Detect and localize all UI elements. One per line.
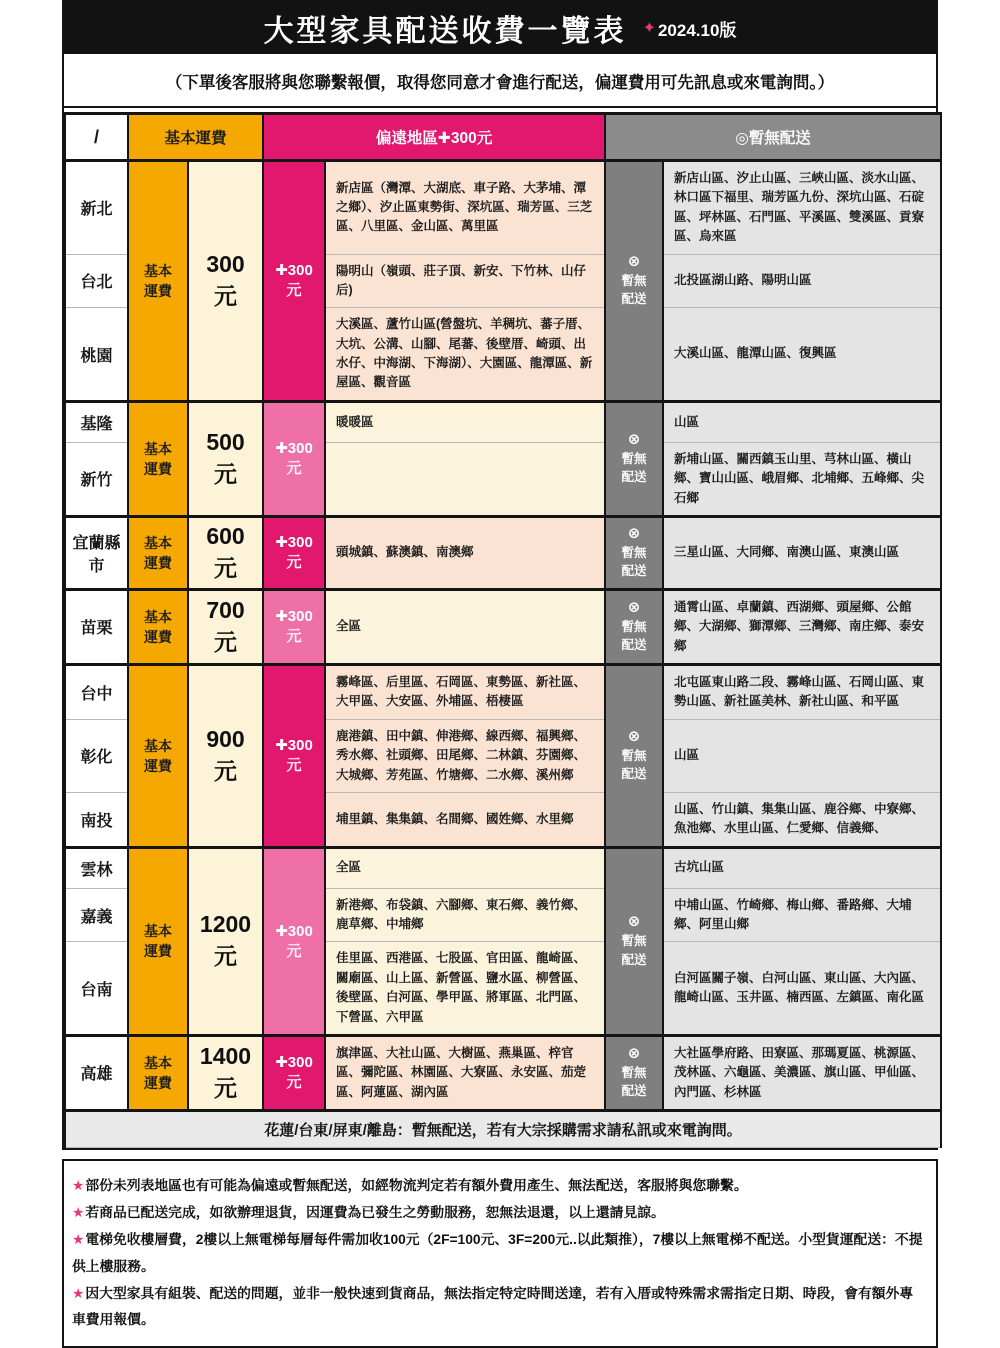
no-delivery-icon: ⊗ — [627, 524, 641, 542]
price-value: 700元 — [188, 589, 263, 664]
base-fee-label: 基本運費 — [128, 589, 188, 664]
region-label: 彰化 — [65, 719, 128, 792]
surcharge-value: ✚300元 — [263, 589, 325, 664]
note-line: ★因大型家具有組裝、配送的問題，並非一般快速到貨商品，無法指定特定時間送達，若有入厝或特殊需求需指定日期、時段，會有額外專車費用報價。 — [72, 1285, 914, 1328]
surcharge-value: ✚300元 — [263, 401, 325, 516]
region-label: 台南 — [65, 942, 128, 1036]
price-value: 1400元 — [188, 1035, 263, 1110]
header-remote-area: 偏遠地區✚300元 — [263, 114, 605, 161]
remote-areas: 鹿港鎮、田中鎮、伸港鄉、線西鄉、福興鄉、秀水鄉、社頭鄉、田尾鄉、二林鎮、芬園鄉、大城鄉、芳苑區、竹塘鄉、二水鄉、溪州鄉 — [325, 719, 605, 792]
fee-chart-page — [62, 0, 938, 1348]
remote-areas: 埔里鎮、集集鎮、名間鄉、國姓鄉、水里鄉 — [325, 792, 605, 847]
price-value: 900元 — [188, 665, 263, 848]
header-no-delivery: ◎暫無配送 — [605, 114, 941, 161]
remote-areas: 頭城鎮、蘇澳鎮、南澳鄉 — [325, 516, 605, 589]
diamond-icon: ✦ — [642, 20, 656, 37]
header-base-fee: 基本運費 — [128, 114, 263, 161]
remote-areas: 新店區（灣潭、大湖底、車子路、大茅埔、潭之鄉）、汐止區東勢街、深坑區、瑞芳區、三芝區、八里區、金山區、萬里區 — [325, 161, 605, 255]
star-icon: ★ — [72, 1178, 85, 1193]
table-row — [65, 589, 941, 664]
region-label: 南投 — [65, 792, 128, 847]
no-delivery-areas: 新店山區、汐止山區、三峽山區、淡水山區、林口區下福里、瑞芳區九份、深坑山區、石碇區、坪林區、石門區、平溪區、雙溪區、貢寮區、烏來區 — [663, 161, 941, 255]
no-delivery-icon: ⊗ — [627, 598, 641, 616]
surcharge-value: ✚300元 — [263, 847, 325, 1035]
table-row — [65, 847, 941, 888]
version-text: 2024.10版 — [657, 20, 737, 40]
star-icon: ★ — [72, 1204, 85, 1220]
no-delivery-badge: ⊗ 暫無 配送 — [605, 516, 663, 589]
table-row — [65, 1035, 941, 1110]
no-delivery-icon: ⊗ — [627, 727, 641, 745]
east-region-note: 花蓮/台東/屏東/離島：暫無配送，若有大宗採購需求請私訊或來電詢問。 — [65, 1111, 941, 1148]
no-delivery-areas: 北投區湖山路、陽明山區 — [663, 254, 941, 308]
no-delivery-areas: 白河區關子嶺、白河山區、東山區、大內區、龍崎山區、玉井區、楠西區、左鎮區、南化區 — [663, 942, 941, 1036]
version-badge — [643, 16, 737, 41]
no-delivery-icon: ⊗ — [627, 1044, 641, 1062]
remote-areas: 大溪區、蘆竹山區(營盤坑、羊稠坑、蕃子厝、大坑、公溝、山腳、尾蕃、後壁厝、崎頭、出水仔、中海湖、下海湖）、大園區、龍潭區、新屋區、觀音區 — [325, 308, 605, 402]
surcharge-value: ✚300元 — [263, 516, 325, 589]
price-value: 300元 — [188, 161, 263, 402]
remote-areas: 全區 — [325, 589, 605, 664]
price-value: 500元 — [188, 401, 263, 516]
no-delivery-icon: ⊗ — [627, 430, 641, 448]
no-delivery-badge: ⊗ 暫無 配送 — [605, 161, 663, 402]
price-value: 1200元 — [188, 847, 263, 1035]
surcharge-value: ✚300元 — [263, 1035, 325, 1110]
table-row — [65, 161, 941, 255]
remote-areas: 旗津區、大社山區、大樹區、燕巢區、梓官區、彌陀區、林園區、大寮區、永安區、茄萣區、阿蓮區、湖內區 — [325, 1035, 605, 1110]
table-footer-row — [65, 1111, 941, 1148]
no-delivery-areas: 山區 — [663, 719, 941, 792]
fee-table — [64, 112, 942, 1148]
remote-areas: 暖暖區 — [325, 401, 605, 442]
note-line: ★電梯免收樓層費，2樓以上無電梯每層每件需加收100元（2F=100元、3F=200元..以此類推），7樓以上無電梯不配送。小型貨運配送：不提供上樓服務。 — [72, 1231, 923, 1274]
base-fee-label: 基本運費 — [128, 847, 188, 1035]
base-fee-label: 基本運費 — [128, 516, 188, 589]
no-delivery-areas: 三星山區、大同鄉、南澳山區、東澳山區 — [663, 516, 941, 589]
star-icon: ★ — [72, 1231, 85, 1247]
notes-box — [62, 1159, 938, 1348]
remote-areas — [325, 442, 605, 516]
no-delivery-areas: 大溪山區、龍潭山區、復興區 — [663, 308, 941, 402]
region-label: 桃園 — [65, 308, 128, 402]
table-row — [65, 401, 941, 442]
note-line: ★部份未列表地區也有可能為偏遠或暫無配送，如經物流判定若有額外費用產生、無法配送，客服將與您聯繫。 — [72, 1178, 748, 1193]
title-bar — [64, 2, 936, 54]
table-row — [65, 665, 941, 720]
base-fee-label: 基本運費 — [128, 401, 188, 516]
no-delivery-areas: 北屯區東山路二段、霧峰山區、石岡山區、東勢山區、新社區美林、新社山區、和平區 — [663, 665, 941, 720]
region-label: 基隆 — [65, 401, 128, 442]
no-delivery-areas: 山區、竹山鎮、集集山區、鹿谷鄉、中寮鄉、魚池鄉、水里山區、仁愛鄉、信義鄉、 — [663, 792, 941, 847]
region-label: 嘉義 — [65, 888, 128, 942]
no-delivery-icon: ⊗ — [627, 913, 641, 930]
main-frame — [62, 0, 938, 1150]
no-delivery-areas: 新埔山區、關西鎮玉山里、芎林山區、橫山鄉、寶山山區、峨眉鄉、北埔鄉、五峰鄉、尖石鄉 — [663, 442, 941, 516]
no-delivery-areas: 中埔山區、竹崎鄉、梅山鄉、番路鄉、大埔鄉、阿里山鄉 — [663, 888, 941, 942]
no-delivery-areas: 大社區學府路、田寮區、那瑪夏區、桃源區、茂林區、六龜區、美濃區、旗山區、甲仙區、內門區、杉林區 — [663, 1035, 941, 1110]
region-label: 台中 — [65, 665, 128, 720]
remote-areas: 佳里區、西港區、七股區、官田區、龍崎區、關廟區、山上區、新營區、鹽水區、柳營區、後壁區、白河區、學甲區、將軍區、北門區、下營區、六甲區 — [325, 942, 605, 1036]
region-label: 新北 — [65, 161, 128, 255]
region-label: 新竹 — [65, 442, 128, 516]
price-value: 600元 — [188, 516, 263, 589]
table-header-row — [65, 114, 941, 161]
header-slash-cell: / — [65, 114, 128, 161]
surcharge-value: ✚300元 — [263, 665, 325, 848]
remote-areas: 陽明山（嶺頭、莊子頂、新安、下竹林、山仔后) — [325, 254, 605, 308]
subtitle-note: （下單後客服將與您聯繫報價，取得您同意才會進行配送，偏運費用可先訊息或來電詢問。） — [64, 54, 936, 108]
base-fee-label: 基本運費 — [128, 1035, 188, 1110]
no-delivery-badge: ⊗ 暫無 配送 — [605, 1035, 663, 1110]
no-delivery-badge: ⊗ 暫無 配送 — [605, 665, 663, 848]
remote-areas: 霧峰區、后里區、石岡區、東勢區、新社區、大甲區、大安區、外埔區、梧棲區 — [325, 665, 605, 720]
base-fee-label: 基本運費 — [128, 665, 188, 848]
note-line: ★若商品已配送完成，如欲辦理退貨，因運費為已發生之勞動服務，恕無法退還，以上還請見諒。 — [72, 1204, 665, 1220]
region-label: 雲林 — [65, 847, 128, 888]
no-delivery-areas: 古坑山區 — [663, 847, 941, 888]
remote-areas: 全區 — [325, 847, 605, 888]
region-label: 宜蘭縣市 — [65, 516, 128, 589]
no-delivery-badge: ⊗ 暫無 配送 — [605, 847, 663, 1035]
surcharge-value: ✚300元 — [263, 161, 325, 402]
no-delivery-badge: ⊗ 暫無 配送 — [605, 401, 663, 516]
no-delivery-icon: ⊗ — [627, 252, 641, 270]
remote-areas: 新港鄉、布袋鎮、六腳鄉、東石鄉、義竹鄉、鹿草鄉、中埔鄉 — [325, 888, 605, 942]
base-fee-label: 基本運費 — [128, 161, 188, 402]
no-delivery-areas: 山區 — [663, 401, 941, 442]
table-row — [65, 516, 941, 589]
page-title: 大型家具配送收費一覽表 — [263, 15, 627, 48]
region-label: 苗栗 — [65, 589, 128, 664]
region-label: 高雄 — [65, 1035, 128, 1110]
no-delivery-badge: ⊗ 暫無 配送 — [605, 589, 663, 664]
region-label: 台北 — [65, 254, 128, 308]
no-delivery-areas: 通霄山區、卓蘭鎮、西湖鄉、頭屋鄉、公館鄉、大湖鄉、獅潭鄉、三灣鄉、南庄鄉、泰安鄉 — [663, 589, 941, 664]
star-icon: ★ — [72, 1285, 85, 1301]
